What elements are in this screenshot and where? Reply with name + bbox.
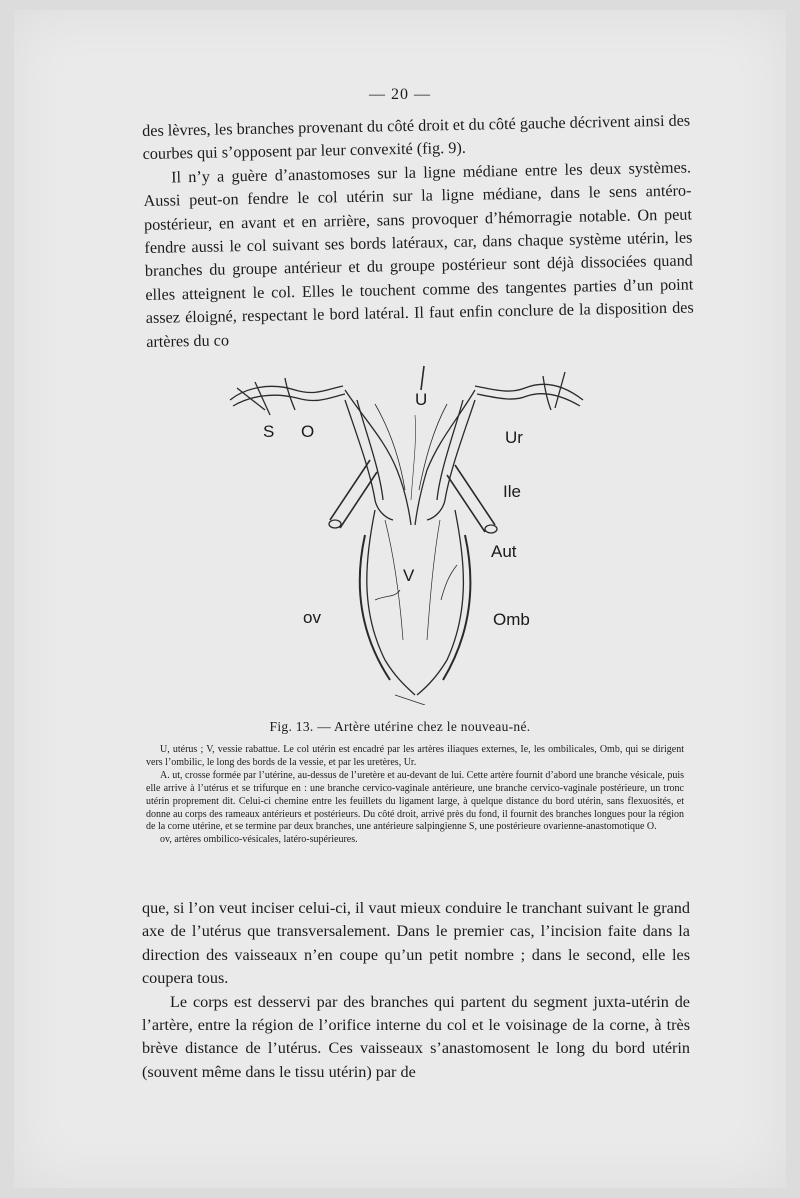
label-Aut: Aut (491, 542, 517, 561)
paragraph-4: Le corps est desservi par des branches qui partent du segment juxta-utérin de l’artère, entre la région de l’orifice interne du col et le voisinage de la corne, à très brève distance de l’utérus. Ces vaisseaux s’anastomosent le long du bord utérin (souvent même dans le tissu utérin) par de (142, 992, 690, 1081)
paragraph-2: Il n’y a guère d’anastomoses sur la ligne médiane entre les deux systèmes. Aussi peut-on fendre le col utérin sur la ligne médiane, dans le sens antéro-postérieur, en avant et en arrière, sans provoquer d’hémorragie notable. On peut fendre aussi le col suivant ses bords latéraux, car, dans chaque système utérin, les branches du groupe antérieur et du groupe postérieur sont déjà dissociées quand elles atteignent le col. Elles le touchent comme des tangentes parties d’un point assez éloigné, respectant le bord latéral. Il faut enfin conclure de la disposition des artères du co (143, 158, 694, 351)
paragraph-1: des lèvres, les branches provenant du côté droit et du côté gauche décrivent ainsi des courbes qui s’opposent par leur convexité (fig. 9). (142, 111, 691, 164)
paragraph-3: que, si l’on veut inciser celui-ci, il vaut mieux conduire le tranchant suivant le grand axe de l’utérus que transversalement. Dans le premier cas, l’incision faite dans la direction des vaisseaux n’en coupe qu’un petit nombre ; dans le second, elle les coupera tous. (142, 899, 690, 988)
figure-caption: Fig. 13. — Artère utérine chez le nouveau-né. (269, 719, 531, 734)
figure-drawing (225, 360, 595, 705)
legend-line-3: ov, artères ombilico-vésicales, latéro-supérieures. (160, 834, 358, 846)
label-O: O (301, 422, 315, 441)
page-number: — 20 — (369, 86, 431, 103)
label-Ur: Ur (505, 428, 523, 447)
label-U: U (415, 390, 428, 409)
label-Omb: Omb (493, 610, 530, 629)
label-Ile: Ile (503, 482, 521, 501)
top-text-block (142, 109, 694, 354)
anatomical-figure (225, 360, 595, 705)
legend-line-1: U, utérus ; V, vessie rabattue. Le col utérin est encadré par les artères iliaques externes, Ie, les ombilicales, Omb, qui se dirigent vers l’ombilic, le long des bords de la vessie, et par les uretères, Ur. (146, 744, 684, 768)
legend-line-2: A. ut, crosse formée par l’utérine, au-dessus de l’uretère et au-devant de lui. Cette artère fournit d’abord une branche vésicale, puis elle arrive à l’utérus et se trifurque en : une branche cervico-vaginale antérieure, une branche cervico-vaginale postérieure, un tronc utérin proprement dit. Celui-ci chemine entre les feuillets du ligament large, à quelque distance du bord utérin, sans flexuosités, et donne au corps des rameaux antérieurs et postérieurs. Du côté droit, arrivé près du fond, il fournit des branches longues pour la région de la corne utérine, et se termine par deux branches, une antérieure salpingienne S, une postérieure ovarienne-anastomotique O. (146, 769, 684, 833)
figure-legend (146, 744, 684, 847)
bottom-text-block (142, 897, 690, 1084)
label-S: S (263, 422, 275, 441)
label-V: V (403, 566, 415, 585)
label-ov: ov (303, 608, 321, 627)
